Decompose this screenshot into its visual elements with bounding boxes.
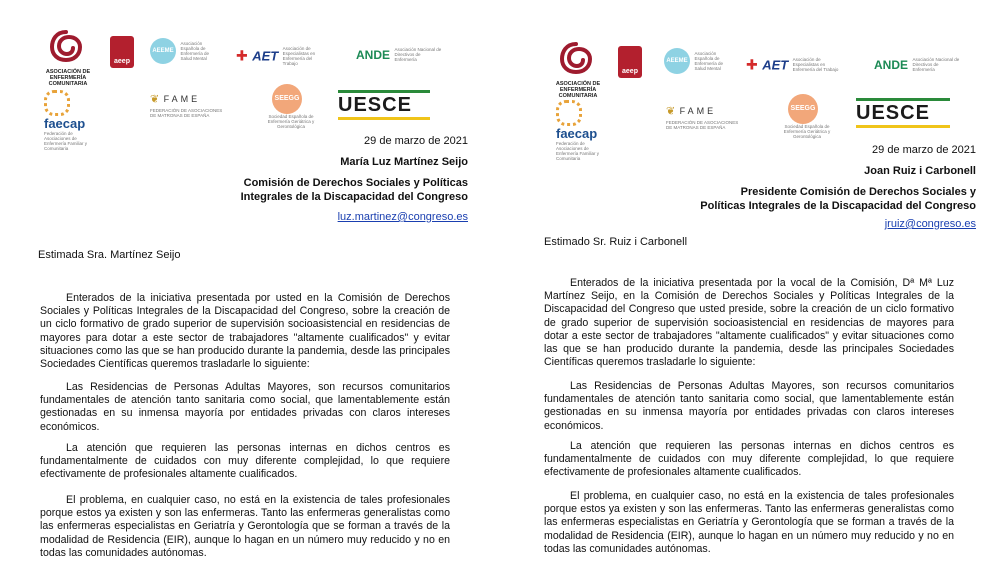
fame-leaf-icon: ❦: [150, 93, 160, 106]
aeep-logo-text: aeep: [114, 58, 130, 65]
seegg-logo-caption: Sociedad Española de Enfermería Geriátrica y Gerontológica: [783, 124, 831, 139]
uesce-logo: [856, 98, 950, 128]
aeeme-logo-mark: AEEME: [150, 38, 176, 64]
aet-logo-text: AET: [252, 48, 279, 64]
paragraph-4: El problema, en cualquier caso, no está en la existencia de tales profesionales porque estos ya existen y son las enfermeras. Tanto las enfermeras generalistas como las enfermeras especialistas en Geriatría y Gerontología que se forman a través de la modalidad de Residencia (EIR), aunque lo hagan en un número muy reducido y no en todas las comunidades autónomas.: [544, 490, 954, 555]
faecap-circle-icon: [44, 90, 70, 116]
recipient-role-line1: Presidente Comisión de Derechos Sociales y: [740, 186, 976, 198]
aec-spiral-icon: [48, 28, 84, 64]
faecap-logo: [556, 100, 642, 161]
ande-logo-caption: Asociación Nacional de Directivos de Enfermería: [394, 47, 442, 63]
aec-logo: [548, 40, 608, 99]
aet-logo: [236, 46, 336, 66]
paragraph-4: El problema, en cualquier caso, no está en la existencia de tales profesionales porque estos ya existen y son las enfermeras. Tanto las enfermeras generalistas como las enfermeras especialistas en Geriatría y Gerontología que se forman a través de la modalidad de Residencia (EIR), aunque lo hagan en un número muy reducido y no en todas las comunidades autónomas.: [40, 494, 450, 559]
aeeme-logo-caption: Asociación Española de Enfermería de Salud Mental: [180, 41, 209, 61]
aet-logo-caption: Asociación de Especialistas en Enfermería del Trabajo: [792, 57, 839, 73]
ande-logo: [356, 46, 446, 64]
aec-logo-text: ASOCIACIÓN DE ENFERMERÍA COMUNITARIA: [555, 81, 601, 99]
aec-logo: [38, 28, 98, 87]
salutation: Estimada Sra. Martínez Seijo: [38, 249, 181, 261]
aeep-logo: [110, 36, 134, 68]
recipient-role-line2: Políticas Integrales de la Discapacidad del Congreso: [700, 200, 976, 212]
faecap-logo-caption: Federación de Asociaciones de Enfermería Familiar y Comunitaria: [556, 141, 600, 161]
paragraph-3: La atención que requieren las personas internas en dichos centros es fundamentalmente de cuidados con muy diferente complejidad, lo que requiere efectivamente de profesionales altamente cualificados.: [40, 442, 450, 481]
faecap-logo: [44, 90, 130, 151]
aeeme-logo-mark: AEEME: [664, 48, 690, 74]
seegg-logo-mark: SEEGG: [788, 94, 818, 124]
ande-logo-caption: Asociación Nacional de Directivos de Enfermería: [912, 57, 960, 73]
ande-logo-text: ANDE: [356, 47, 391, 62]
aet-cross-icon: ✚: [236, 47, 248, 64]
seegg-logo-caption: Sociedad Española de Enfermería Geriátrica y Gerontológica: [267, 114, 315, 129]
recipient-role-line2: Integrales de la Discapacidad del Congreso: [240, 191, 468, 203]
fame-logo: [150, 90, 230, 118]
faecap-logo-caption: Federación de Asociaciones de Enfermería Familiar y Comunitaria: [44, 131, 88, 151]
uesce-logo-text: UESCE: [856, 102, 930, 124]
fame-logo-caption: FEDERACIÓN DE ASOCIACIONES DE MATRONAS DE ESPAÑA: [666, 120, 739, 130]
paragraph-1: Enterados de la iniciativa presentada por usted en la Comisión de Derechos Sociales y Políticas Integrales de la Discapacidad del Congreso, sobre la creación de un ciclo formativo de grado superior de supervisión socioasistencial en residencias de mayores para dotar a este sector de trabajadores "altamente cualificados" y evitar situaciones como las que se han producido durante la pandemia, desde las principales Sociedades Científicas queremos trasladarle lo siguiente:: [40, 292, 450, 371]
seegg-logo-mark: SEEGG: [272, 84, 302, 114]
seegg-logo: [264, 84, 318, 129]
fame-logo-caption: FEDERACIÓN DE ASOCIACIONES DE MATRONAS DE ESPAÑA: [150, 108, 223, 118]
faecap-circle-icon: [556, 100, 582, 126]
faecap-logo-text: faecap: [44, 116, 86, 131]
aet-logo: [746, 56, 856, 74]
aec-logo-text: ASOCIACIÓN DE ENFERMERÍA COMUNITARIA: [45, 69, 91, 87]
letter-right: [508, 0, 1000, 582]
salutation: Estimado Sr. Ruiz i Carbonell: [544, 236, 688, 248]
paragraph-1: Enterados de la iniciativa presentada por la vocal de la Comisión, Dª Mª Luz Martínez Seijo, en la Comisión de Derechos Sociales y Políticas Integrales de la Discapacidad del Congreso que usted preside, sobre la creación de un ciclo formativo de grado superior de supervisión socioasistencial en residencias de mayores para dotar a este sector de trabajadores "altamente cualificados" y evitar situaciones como las que se han producido durante la pandemia, desde las principales Sociedades Científicas queremos trasladarle lo siguiente:: [544, 277, 954, 369]
aet-logo-text: AET: [762, 57, 789, 73]
aeeme-logo-caption: Asociación Española de Enfermería de Salud Mental: [694, 51, 723, 71]
recipient-email-link[interactable]: luz.martinez@congreso.es: [337, 211, 468, 223]
ande-logo: [874, 56, 964, 74]
fame-leaf-icon: ❦: [666, 105, 676, 118]
uesce-logo-text: UESCE: [338, 94, 412, 116]
recipient-name: María Luz Martínez Seijo: [340, 156, 468, 168]
aeeme-logo: [664, 48, 736, 74]
recipient-email-link[interactable]: jruiz@congreso.es: [884, 218, 976, 230]
recipient-name: Joan Ruiz i Carbonell: [864, 165, 976, 177]
fame-logo-text: FAME: [679, 105, 717, 116]
letter-date: 29 de marzo de 2021: [364, 135, 468, 147]
fame-logo-text: FAME: [163, 93, 201, 104]
aeep-logo: [618, 46, 642, 78]
letter-left: [0, 0, 492, 582]
aeeme-logo: [150, 38, 222, 64]
ande-logo-text: ANDE: [874, 57, 909, 72]
uesce-logo: [338, 90, 430, 120]
aet-logo-caption: Asociación de Especialistas en Enfermería del Trabajo: [282, 46, 316, 66]
seegg-logo: [780, 94, 834, 139]
faecap-logo-text: faecap: [556, 126, 598, 141]
paragraph-3: La atención que requieren las personas internas en dichos centros es fundamentalmente de cuidados con muy diferente complejidad, lo que requiere efectivamente de profesionales altamente cualificados.: [544, 440, 954, 479]
aeep-logo-text: aeep: [622, 68, 638, 75]
page-gutter: [492, 0, 508, 582]
paragraph-2: Las Residencias de Personas Adultas Mayores, son recursos comunitarios fundamentales de atención tanto sanitaria como social, que lamentablemente están gestionadas en su inmensa mayoría por entidades privadas con claros intereses económicos.: [40, 381, 450, 433]
recipient-role-line1: Comisión de Derechos Sociales y Políticas: [243, 177, 468, 189]
letter-date: 29 de marzo de 2021: [872, 144, 976, 156]
aet-cross-icon: ✚: [746, 56, 758, 73]
fame-logo: [666, 102, 746, 130]
aec-spiral-icon: [558, 40, 594, 76]
paragraph-2: Las Residencias de Personas Adultas Mayores, son recursos comunitarios fundamentales de atención tanto sanitaria como social, que lamentablemente están gestionadas en su inmensa mayoría por entidades privadas con claros intereses económicos.: [544, 380, 954, 432]
